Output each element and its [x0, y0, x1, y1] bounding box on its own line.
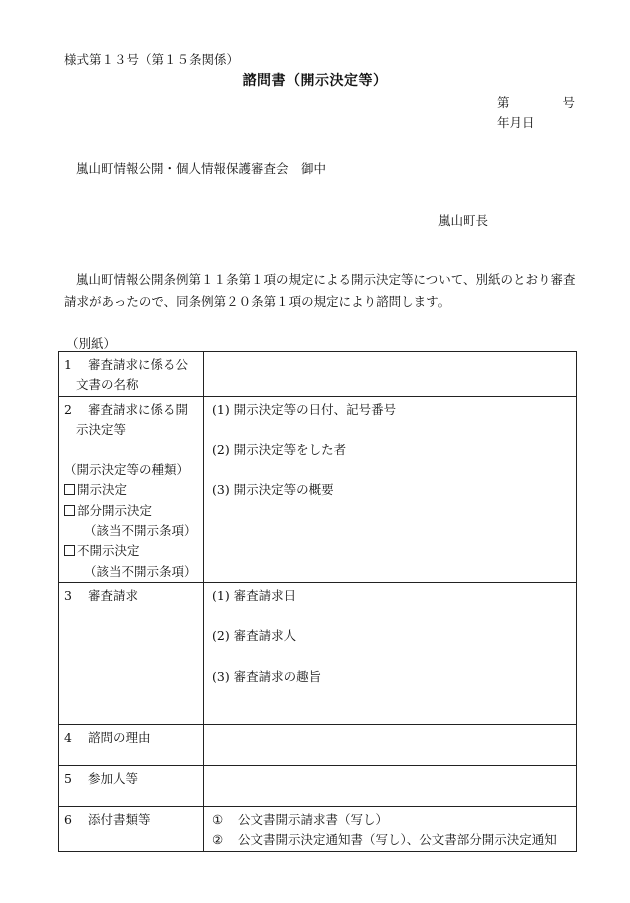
annex-label: （別紙）: [66, 336, 117, 351]
value-cell: [204, 765, 577, 806]
row-label: 審査請求: [88, 587, 139, 603]
list-item: (2) 開示決定等をした者: [212, 441, 347, 457]
option-partial-disclosure[interactable]: [64, 501, 203, 521]
row-number: 6: [64, 811, 72, 827]
row-label-cont: 示決定等: [76, 421, 127, 437]
checkbox-icon[interactable]: [64, 545, 75, 556]
checkbox-icon[interactable]: [64, 505, 75, 516]
list-item: 公文書開示請求書（写し）: [238, 811, 389, 827]
date-line: [497, 113, 535, 131]
row-label: 審査請求に係る開: [88, 401, 189, 417]
label-cell: [59, 582, 204, 724]
list-item: (3) 審査請求の趣旨: [212, 668, 322, 684]
document-number-line: [497, 93, 575, 111]
row-number: 3: [64, 587, 72, 603]
list-item: (1) 審査請求日: [212, 587, 297, 603]
value-cell: [204, 352, 577, 397]
table-row: [59, 582, 577, 724]
option-label: 部分開示決定: [77, 502, 153, 518]
option-nondisclosure[interactable]: [64, 541, 203, 561]
option-label: 不開示決定: [77, 543, 140, 559]
form-number: 様式第１３号（第１５条関係）: [64, 52, 240, 67]
addressee: 嵐山町情報公開・個人情報保護審査会 御中: [76, 161, 327, 176]
label-cell: [59, 724, 204, 765]
item-mark: ①: [212, 811, 224, 827]
option-label: 開示決定: [77, 482, 128, 498]
value-cell: [204, 582, 577, 724]
table-row: [59, 352, 577, 397]
table-row: [59, 765, 577, 806]
date-day: 日: [522, 115, 535, 130]
row-number: 4: [64, 729, 72, 745]
list-item: 公文書開示決定通知書（写し）、公文書部分開示決定通知: [238, 832, 557, 848]
row-label-cont: 文書の名称: [76, 377, 139, 393]
number-prefix: 第: [497, 95, 510, 110]
label-cell: [59, 765, 204, 806]
row-number: 2: [64, 401, 72, 417]
label-cell: [59, 396, 204, 582]
date-month: 月: [509, 115, 523, 130]
body-paragraph: 嵐山町情報公開条例第１１条第１項の規定による開示決定等について、別紙のとおり審査請求があったので、同条例第２０条第１項の規定により諮問します。: [64, 272, 576, 309]
table-row: [59, 724, 577, 765]
label-cell: [59, 352, 204, 397]
option-note: （該当不開示条項）: [84, 563, 197, 579]
option-disclosure[interactable]: [64, 480, 203, 500]
sender: 嵐山町長: [438, 213, 489, 228]
value-cell: [204, 724, 577, 765]
list-item: (2) 審査請求人: [212, 628, 297, 644]
table-row: [59, 806, 577, 851]
row-label: 参加人等: [88, 770, 139, 786]
value-cell: [204, 396, 577, 582]
document-title: 諮問書（開示決定等）: [242, 73, 388, 89]
annex-table: [58, 351, 577, 852]
option-note: （該当不開示条項）: [84, 523, 197, 539]
list-item: (3) 開示決定等の概要: [212, 482, 334, 498]
table-row: [59, 396, 577, 582]
row-label: 審査請求に係る公: [88, 357, 189, 372]
row-label: 添付書類等: [88, 811, 151, 827]
row-number: 5: [64, 770, 72, 786]
checkbox-icon[interactable]: [64, 484, 75, 495]
kind-heading: （開示決定等の種類）: [64, 462, 190, 478]
label-cell: [59, 806, 204, 851]
row-label: 諮問の理由: [88, 729, 151, 745]
value-cell: [204, 806, 577, 851]
date-year: 年: [497, 115, 510, 130]
number-suffix: 号: [562, 95, 576, 110]
row-number: 1: [64, 357, 72, 372]
list-item: (1) 開示決定等の日付、記号番号: [212, 401, 397, 417]
item-mark: ②: [212, 832, 224, 848]
